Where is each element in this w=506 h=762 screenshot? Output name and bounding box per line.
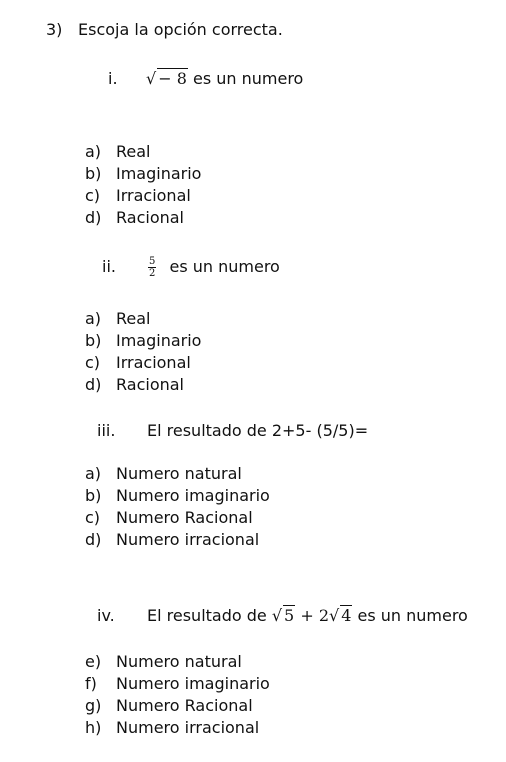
option-iv-h[interactable]: h) Numero irracional — [85, 718, 260, 737]
item-text: es un numero — [169, 257, 280, 276]
option-iii-d[interactable]: d) Numero irracional — [85, 530, 260, 549]
item-roman: iv. — [97, 606, 115, 625]
sqrt-expression: √ 5 + 2√ 4 — [271, 606, 352, 625]
question-header — [46, 20, 283, 39]
item-iii-prompt — [97, 421, 368, 440]
option-i-b[interactable]: b) Imaginario — [85, 164, 202, 183]
option-ii-a[interactable]: a) Real — [85, 309, 151, 328]
option-iii-b[interactable]: b) Numero imaginario — [85, 486, 270, 505]
option-iii-c[interactable]: c) Numero Racional — [85, 508, 253, 527]
option-iv-e[interactable]: e) Numero natural — [85, 652, 242, 671]
option-ii-d[interactable]: d) Racional — [85, 375, 184, 394]
option-iv-f[interactable]: f) Numero imaginario — [85, 674, 270, 693]
option-ii-c[interactable]: c) Irracional — [85, 353, 191, 372]
item-roman: ii. — [102, 257, 116, 276]
item-i-prompt — [108, 68, 303, 88]
question-title: Escoja la opción correcta. — [78, 20, 283, 39]
sqrt-minus-8: √ − 8 — [146, 69, 187, 88]
option-i-a[interactable]: a) Real — [85, 142, 151, 161]
item-suffix: es un numero — [357, 606, 468, 625]
option-i-c[interactable]: c) Irracional — [85, 186, 191, 205]
item-iv-prompt — [97, 605, 468, 625]
item-roman: i. — [108, 69, 118, 88]
item-prefix: El resultado de — [147, 606, 267, 625]
item-roman: iii. — [97, 421, 116, 440]
option-ii-b[interactable]: b) Imaginario — [85, 331, 202, 350]
option-iv-g[interactable]: g) Numero Racional — [85, 696, 253, 715]
item-text: es un numero — [192, 69, 304, 88]
option-i-d[interactable]: d) Racional — [85, 208, 184, 227]
fraction-5-over-2: $\frac{5}{2}$ — [149, 256, 156, 279]
item-text: El resultado de 2+5- (5/5)= — [147, 421, 369, 440]
option-iii-a[interactable]: a) Numero natural — [85, 464, 242, 483]
item-ii-prompt — [102, 256, 280, 279]
question-number: 3) — [46, 20, 63, 39]
